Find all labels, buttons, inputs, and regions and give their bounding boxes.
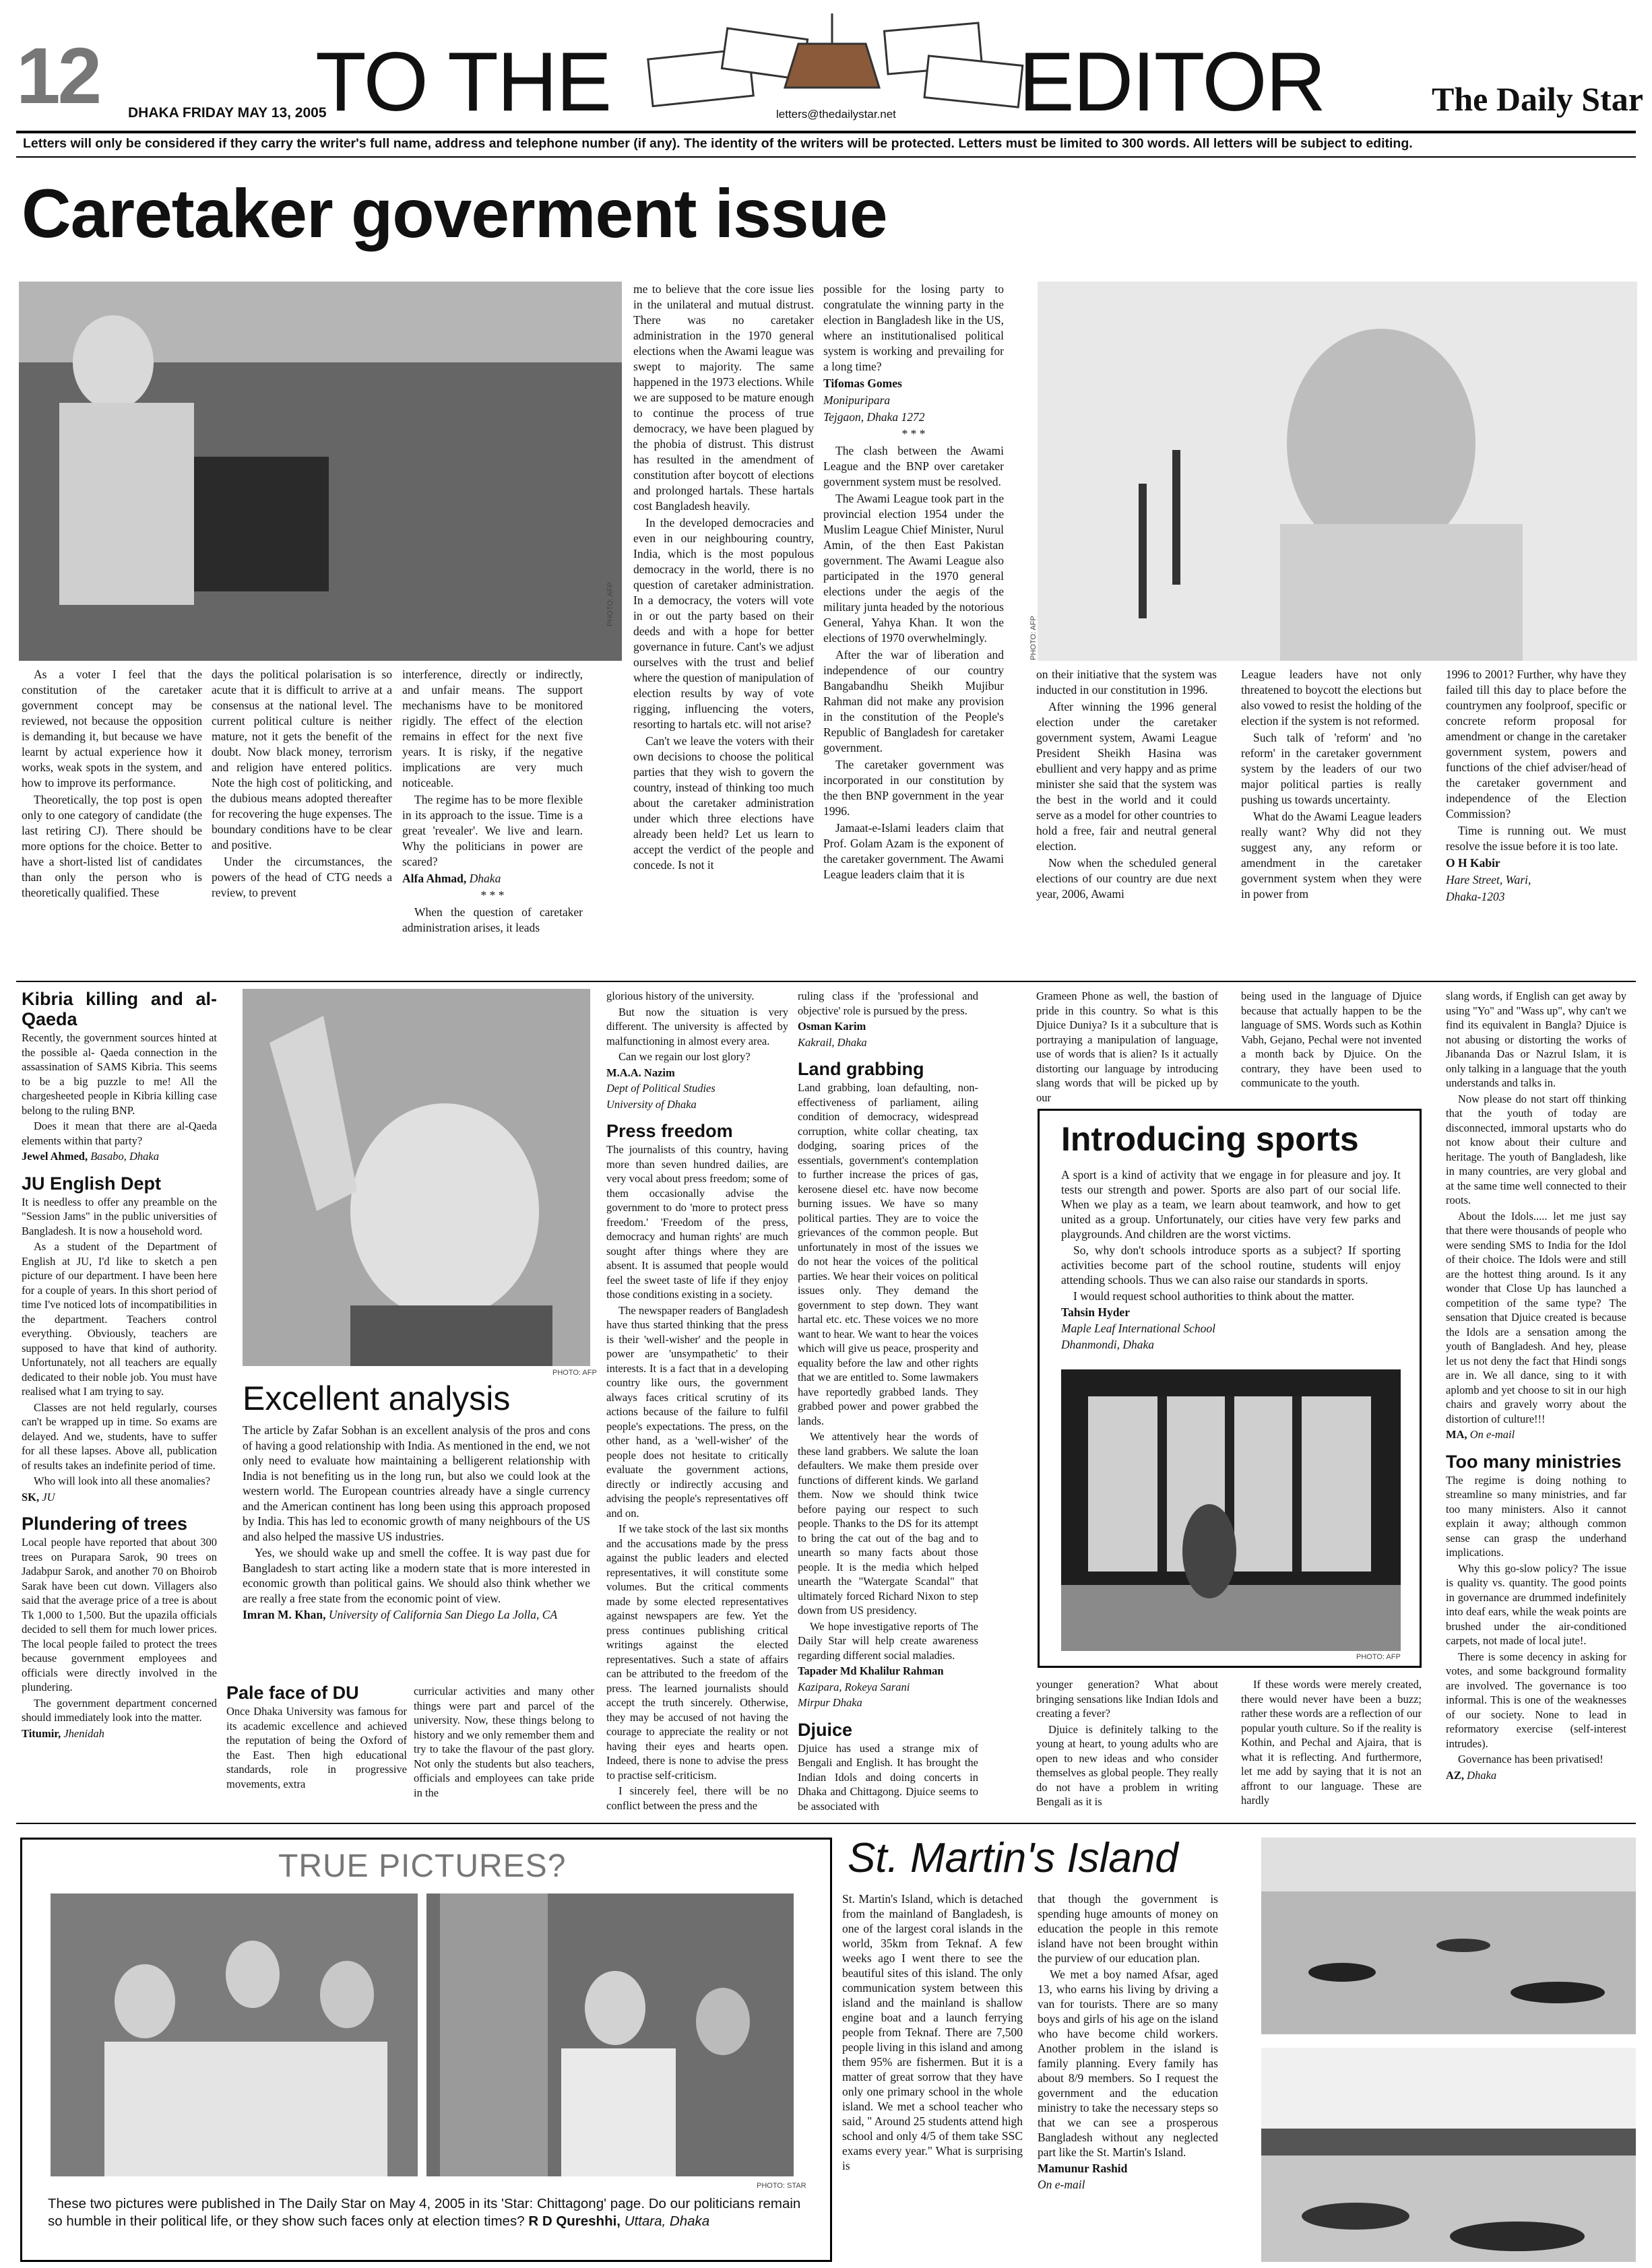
address: Kakrail, Dhaka bbox=[798, 1035, 867, 1049]
address: Uttara, Dhaka bbox=[624, 2213, 710, 2229]
address: Maple Leaf International School bbox=[1061, 1322, 1215, 1335]
trees-headline: Plundering of trees bbox=[22, 1514, 188, 1534]
press-text-4: I sincerely feel, there will be no conflict between the press and the bbox=[606, 1784, 788, 1812]
djuice-text-7: younger generation? What about bringing sensations like Indian Idols and creating a fever? bbox=[1036, 1678, 1218, 1720]
stmartin-col-1 bbox=[842, 1891, 1023, 2262]
address: Dhaka bbox=[1467, 1768, 1497, 1782]
land-col bbox=[798, 989, 978, 1817]
speaker-photo-credit: PHOTO: AFP bbox=[1029, 616, 1038, 660]
caretaker-c7c: What do the Awami League leaders really want? Why did not they suggest any, any reform or amendment in the caretaker government system when they were in power from bbox=[1241, 810, 1422, 901]
press-headline: Press freedom bbox=[606, 1121, 733, 1141]
sports-text: A sport is a kind of activity that we engage in for pleasure and joy. It tests our strength and power. Sports are also part of our social life. When we play as a team, we learn about teamwork, and how to get united as a group. Unfortunately, our cities have very few parks and playgrounds. And children are the worst victims. bbox=[1061, 1168, 1401, 1241]
ministries-text-4: Governance has been privatised! bbox=[1458, 1753, 1603, 1765]
ju-text: It is needless to offer any preamble on the "Session Jams" in the public universities of Bangladesh. It is now a household word. bbox=[22, 1195, 217, 1237]
caretaker-col-7 bbox=[1241, 667, 1422, 973]
press-text-3: If we take stock of the last six months and the accusations made by the press against the public leaders and elected representatives, it will constitute some volumes. But the critical comments made by some elected representatives against newspapers are few. Yet the press continues publishing critical writings against the elected representatives. Such a state of affairs can be attributed to the freedom of the press. The learned journalists should accept the truth sincerely. Otherwise, they may be accused of not having the courage to appreciate the reality or not having their eyes and hearts open. Indeed, there is none to advise the press to practise self-criticism. bbox=[606, 1522, 788, 1782]
caretaker-col-5 bbox=[823, 282, 1004, 973]
du-text-2: curricular activities and many other things were part and parcel of the university. Now, these things belong to history and we only remember them and try to take the flavour of the past glory. Not only the students but also teachers, officials and employees can take pride in the bbox=[414, 1685, 594, 1799]
sports-box bbox=[1038, 1109, 1422, 1668]
djuice-col-3 bbox=[1241, 989, 1422, 1103]
child-window-photo-art bbox=[1061, 1369, 1401, 1651]
stmartin-text-2: that though the government is spending huge amounts of money on education the people in this remote island have not been brought within the purview of our education plan. bbox=[1038, 1892, 1218, 1965]
excellent-headline: Excellent analysis bbox=[243, 1380, 511, 1417]
caretaker-c3: interference, directly or indirectly, and unfair means. The support mechanisms have to be monitored rigidly. The effect of the election remains in effect for the next five years. It is risky, if the negative implications are very much noticeable. bbox=[402, 668, 583, 789]
du-text-3: glorious history of the university. bbox=[606, 990, 755, 1002]
caretaker-c5e: The caretaker government was incorporated in our constitution by the then BNP government in the year 1996. bbox=[823, 758, 1004, 818]
ministries-text: The regime is doing nothing to streamline so many ministries, and far too many ministers. Also it cannot explain it away; although common sense can grasp the underhand implications. bbox=[1446, 1473, 1626, 1559]
caretaker-c4b: In the developed democracies and even in our neighbouring country, India, which is the most populous democracy in the world, there is no question of caretaker administration. In a democracy, the voters will vote in or out the party based on their deeds and with a hope for better governance in future. Cant's we adjust ourselves with the trust and belief where the question of manipulation of election results by way of vote rigging, influencing the voters, resorting to hartals etc. will not arise? bbox=[633, 516, 814, 731]
du-text-4: But now the situation is very different. The university is affected by malfunctioning in almost every area. bbox=[606, 1005, 788, 1047]
signature: Titumir, bbox=[22, 1726, 61, 1740]
signature: SK, bbox=[22, 1490, 40, 1503]
section-divider bbox=[16, 981, 1636, 982]
signature: Osman Karim bbox=[798, 1020, 866, 1033]
island-photo-1 bbox=[1261, 1838, 1636, 2034]
caretaker-c5: possible for the losing party to congratulate the winning party in the election in Bangladesh like in the US, where an institutionalised political system is working and prevailing for a long time? bbox=[823, 282, 1004, 373]
waving-photo bbox=[243, 989, 590, 1366]
excellent-text-2: Yes, we should wake up and smell the coffee. It is way past due for Bangladesh to start acting like a modern state that is more interested in economic growth than political gains. We should also think whether we are really a free state from the economic point of view. bbox=[243, 1546, 590, 1605]
politicians-photo-1-art bbox=[51, 1893, 418, 2176]
rally-photo-art bbox=[19, 282, 622, 661]
speaker-photo-art bbox=[1038, 282, 1637, 661]
du-col-2 bbox=[414, 1684, 594, 1819]
caretaker-c5f: Jamaat-e-Islami leaders claim that Prof. Golam Azam is the exponent of the caretaker government. The Awami League leaders claim that it is bbox=[823, 821, 1004, 881]
envelopes-graphic bbox=[643, 7, 1034, 115]
address: University of Dhaka bbox=[606, 1097, 697, 1111]
djuice-text-3: being used in the language of Djuice because that actually happen to be the language of SMS. Words such as Kothin Vabh, Gejano, Pechal were not invented a month back by Djuice. On the contrary, they have been used to communicate to the youth. bbox=[1241, 990, 1422, 1089]
stmartin-text: St. Martin's Island, which is detached from the mainland of Bangladesh, is one of the largest coral islands in the world, 35km from Teknaf. A few weeks ago I went there to see the beautiful sites of this island. The only communication system between this island and the mainland is shallow engine boat and a launch ferrying people from Teknaf. There are 7,500 people living in this island and among them 95% are fishermen. But it is a matter of great sorrow that they have only one primary school in the whole island. We met a school teacher who said, " Around 25 students attend high school and only 4/5 of them take SSC exams every year." What is surprising is bbox=[842, 1892, 1023, 2172]
caretaker-c6c: Now when the scheduled general elections of our country are due next year, 2006, Awami bbox=[1036, 856, 1217, 901]
caretaker-col-4 bbox=[633, 282, 814, 973]
caretaker-c5c: The Awami League took part in the provincial election 1954 under the Muslim League Chief Minister, Nurul Amin, of the then East Pakistan government. The Awami League also participated in the 1970 general elections under the aegis of the military junta headed by the notorious General, Yahya Khan. It won the elections of 1970 overwhelmingly. bbox=[823, 492, 1004, 645]
address: University of California San Diego La Jolla, CA bbox=[328, 1608, 558, 1621]
ju-headline: JU English Dept bbox=[22, 1173, 162, 1194]
page-number: 12 bbox=[16, 32, 100, 121]
ministries-headline: Too many ministries bbox=[1446, 1451, 1622, 1472]
kibria-text-2: Does it mean that there are al-Qaeda elements within that party? bbox=[22, 1120, 217, 1147]
land-headline: Land grabbing bbox=[798, 1059, 924, 1079]
trees-text: Local people have reported that about 300 trees on Purapara Sarok, 90 trees on Jadabpur Sarok, and another 70 on Bhoirob Sarak have been cut down. Villagers also said that the average price of a tree is about Tk 1,000 to 1,500. But the upazila officials decided to sell them for much lower prices. The local people failed to protect the trees because government employees and officials were directly involved in the plundering. bbox=[22, 1536, 217, 1693]
signature: Tifomas Gomes bbox=[823, 377, 902, 390]
island-photo-2-art bbox=[1261, 2048, 1636, 2262]
speaker-photo bbox=[1038, 282, 1637, 661]
press-col bbox=[606, 989, 788, 1817]
caretaker-c3b: The regime has to be more flexible in its approach to the issue. Time is a great 'revealer'. We live and learn. Why the politicians in power are scared? bbox=[402, 793, 583, 868]
excellent-body bbox=[243, 1423, 590, 1652]
caretaker-c5d: After the war of liberation and independence of our country Bangabandhu Sheikh Mujibur Rahman did not make any provision in the constitution of the People's Republic of Bangladesh for caretaker government. bbox=[823, 648, 1004, 754]
waving-photo-art bbox=[243, 989, 590, 1366]
djuice-text-2: Grameen Phone as well, the bastion of pride in this country. So what is this Djuice Duniya? Is it a subculture that is portraying a manipulation of language, use of words that is alien? Is it actually distorting our language by introducing slang words that will be picked up by our bbox=[1036, 990, 1218, 1103]
politicians-photo-2-art bbox=[426, 1893, 794, 2176]
signature: Alfa Ahmad, bbox=[402, 872, 467, 885]
caretaker-c2: days the political polarisation is so acute that it is difficult to arrive at a consensus at the national level. The current political culture is neither mature, not it gets the benefit of the doubt. Now black money, terrorism and religion have entered politics. Note the high cost of politicking, and the dubious means adopted thereafter for recovering the huge expenses. The boundary conditions have to be clear and positive. bbox=[212, 668, 392, 851]
notice-rule bbox=[16, 156, 1636, 158]
caretaker-c2b: Under the circumstances, the powers of the head of CTG needs a review, to prevent bbox=[212, 855, 392, 899]
land-text: Land grabbing, loan defaulting, non-effectiveness of parliament, ailing condition of democracy, widespread corruption, white collar cheating, tax dodging, soaring prices of the essentials, government's contemplation to further increase the prices of gas, kerosene diesel etc. have now become burning issues. We have so many political parties. They are to voice the grievances of the common people. But unfortunately in most of the issues we do not hear the voices of the political parties. We hear their voices on political issues only. They demand the government to step down. They want hartal etc. etc. These voices we no more want to hear. We want to hear the voices which will give us peace, prosperity and equality before the law and other rights that we are entitled to. Some lawmakers have reportedly grabbed lands. They grabbed power and power grabbed the lands. bbox=[798, 1081, 978, 1427]
djuice-col-5 bbox=[1036, 1677, 1218, 1819]
address: Dhaka-1203 bbox=[1446, 890, 1505, 903]
caretaker-c8: 1996 to 2001? Further, why have they failed till this day to place before the countrymen any foolproof, specific or concrete reform proposal for amendment or change in the caretaker government system, powers and functions of the chief adviser/head of the caretaker government and independence of the Election Commission? bbox=[1446, 668, 1626, 820]
signature: R D Qureshhi, bbox=[528, 2213, 621, 2229]
stmartin-headline: St. Martin's Island bbox=[848, 1835, 1178, 1881]
caretaker-c6: on their initiative that the system was inducted in our constitution in 1996. bbox=[1036, 668, 1217, 696]
djuice-col-6 bbox=[1241, 1677, 1422, 1819]
djuice-col-2 bbox=[1036, 989, 1218, 1103]
address: Tejgaon, Dhaka 1272 bbox=[823, 410, 925, 424]
du-col-1 bbox=[226, 1683, 407, 1817]
sports-text-3: I would request school authorities to think about the matter. bbox=[1073, 1289, 1355, 1303]
caretaker-c1: As a voter I feel that the constitution of the caretaker government concept may be reviewed, not because the opposition is demanding it, but because we have learnt by actual experience how it works, weak spots in the system, and how to improve its performance. bbox=[22, 668, 202, 789]
excellent-text: The article by Zafar Sobhan is an excellent analysis of the pros and cons of having a good relationship with India. As mentioned in the end, we not only need to evaluate how maintaining a belligerent relationship with India is not benefiting us in the long run, but also we could look at the western world. The European countries already have a single currency and the American continent has long been using this approach proposed by India. This has led to economic growth of many neighbours of the US and also helped the massive US industries. bbox=[243, 1423, 590, 1543]
ju-text-2: As a student of the Department of English at JU, I'd like to sketch a pen picture of our department. I have been here for a couple of years. In this short period of time I've noticed lots of incompatibilities in the department. Teachers control everything. Obviously, teachers are supposed to have that kind of authority. Unfortunately, not all teachers are equally dedicated to their noble job. You must have realised what I am trying to say. bbox=[22, 1240, 217, 1398]
address: JU bbox=[42, 1490, 55, 1503]
caretaker-c1b: Theoretically, the top post is open only to one category of candidate (the last retiring CJ). There should be more options for the choice. Better to have a short-listed list of candidates than only the person who is theoretically qualified. These bbox=[22, 793, 202, 899]
separator: * * * bbox=[901, 427, 926, 441]
politicians-photo-2 bbox=[426, 1893, 794, 2176]
address: On e-mail bbox=[1469, 1428, 1515, 1441]
signature: Imran M. Khan, bbox=[243, 1608, 326, 1621]
signature: M.A.A. Nazim bbox=[606, 1066, 675, 1079]
press-text-5: ruling class if the 'professional and objective' role is pursued by the press. bbox=[798, 990, 978, 1017]
stmartin-col-2 bbox=[1038, 1891, 1218, 2262]
true-pictures-headline: TRUE PICTURES? bbox=[278, 1848, 567, 1884]
notice-text: Letters will only be considered if they carry the writer's full name, address and telephone number (if any). The identity of the writers will be protected. Letters must be limited to 300 words. All letters will be subject to editing. bbox=[23, 136, 1413, 151]
caretaker-c3c: When the question of caretaker administration arises, it leads bbox=[402, 905, 583, 934]
island-photo-2 bbox=[1261, 2048, 1636, 2262]
child-window-photo bbox=[1061, 1369, 1401, 1651]
politicians-photo-1 bbox=[51, 1893, 418, 2176]
signature: Jewel Ahmed, bbox=[22, 1150, 88, 1163]
signature: Tapader Md Khalilur Rahman bbox=[798, 1664, 944, 1677]
sports-text-2: So, why don't schools introduce sports as a subject? If sporting activities become part of the school routine, students will enjoy attending schools. Thus we can also raise our standards in sports. bbox=[1061, 1243, 1401, 1287]
address: Monipuripara bbox=[823, 393, 891, 407]
address: Dhanmondi, Dhaka bbox=[1061, 1338, 1155, 1351]
address: Kazipara, Rokeya Sarani bbox=[798, 1680, 910, 1693]
signature: MA, bbox=[1446, 1428, 1467, 1441]
dateline: DHAKA FRIDAY MAY 13, 2005 bbox=[128, 105, 327, 121]
caretaker-c5b: The clash between the Awami League and the BNP over caretaker government system must be resolved. bbox=[823, 444, 1004, 488]
press-text: The journalists of this country, having more than seven hundred dailies, are very vocal about press freedom; some of them occasionally advise the government to do 'more to protect press freedom.' 'Freedom of the press, democracy and human rights' are much sought after things where they are absent. It is assumed that people would feel the sweet taste of life if they enjoy those conditions existing in a society. bbox=[606, 1143, 788, 1301]
press-text-2: The newspaper readers of Bangladesh have thus started thinking that the press is their 'well-wisher' and the people in power are 'unsympathetic' to their interests. It is a fact that in a developing country like ours, the government always faces critical scrutiny of its actions because of the failure to fulfil people's expectations. The press, on the other hand, as a 'well-wisher' of the people does not hesitate to critically evaluate the government actions, directly or indirectly accusing and advising the people's representatives off and on. bbox=[606, 1303, 788, 1520]
land-text-2: We attentively hear the words of these land grabbers. We salute the loan defaulters. We make them preside over functions of different kinds. We garland them. Now we should think twice before paying our respect to such people. Thanks to the DS for its attempt to bring the cat out of the bag and to unearth so many facts about those people. It is the media which helped unearth the "Watergate Scandal" that ultimately forced Richard Nixon to step down from US presidency. bbox=[798, 1430, 978, 1617]
caption-text: These two pictures were published in The Daily Star on May 4, 2005 in its 'Star: Chittagong' page. Do our politicians remain so humble in their political life, or they show such faces only at election times? bbox=[48, 2196, 801, 2229]
caretaker-c4: me to believe that the core issue lies in the unilateral and mutual distrust. There was no caretaker administration in the 1970 general elections when the Awami league was swept to majority. The same happened in the 1973 elections. While we are supposed to be mature enough to continue the process of true democracy, we have been plagued by the phobia of distrust. This distrust has resulted in the amendment of constitution after boycott of elections and prolonged hartals. These hartals cost Bangladesh heavily. bbox=[633, 282, 814, 513]
caretaker-c6b: After winning the 1996 general election under the caretaker government system, Awami League President Sheikh Hasina was ebullient and very happy and as prime minister she said that the system was the best in the world and it could serve as a model for other countries to hold a free, fair and neutral general election. bbox=[1036, 700, 1217, 853]
rally-photo bbox=[19, 282, 622, 661]
section-title-left: TO THE bbox=[315, 36, 611, 129]
kibria-text: Recently, the government sources hinted at the possible al- Qaeda connection in the assassination of SAMS Kibria. This seems to be a big puzzle to me! All the chargesheeted people in Kibria killing case belong to the ruling BNP. bbox=[22, 1031, 217, 1117]
true-pictures-box bbox=[20, 1838, 832, 2262]
caretaker-c7b: Such talk of 'reform' and 'no reform' in the caretaker government system by the leaders of our two major political parties is really pushing us towards uncertainty. bbox=[1241, 731, 1422, 806]
stmartin-text-3: We met a boy named Afsar, aged 13, who earns his living by driving a van for tourists. There are so many boys and girls of his age on the island who have become child workers. Another problem in the island is family planning. Every family has about 8/9 members. So I request the government and the education ministry to take the necessary steps so that we can see a prosperous Bangladesh without any neglected part like the St. Martin's Island. bbox=[1038, 1968, 1218, 2159]
caretaker-headline: Caretaker goverment issue bbox=[22, 175, 887, 252]
du-headline: Pale face of DU bbox=[226, 1683, 359, 1703]
address: On e-mail bbox=[1038, 2178, 1085, 2191]
signature: AZ, bbox=[1446, 1768, 1465, 1782]
waving-photo-credit: PHOTO: AFP bbox=[552, 1369, 597, 1377]
djuice-text-8: Djuice is definitely talking to the young at heart, to young adults who are open to new ideas and who consider themselves as global people. They really do not have a problem in writing Bengali as it is bbox=[1036, 1722, 1218, 1808]
caretaker-c8b: Time is running out. We must resolve the issue before it is too late. bbox=[1446, 824, 1626, 853]
caretaker-col-3 bbox=[402, 667, 583, 973]
editor-email: letters@thedailystar.net bbox=[776, 108, 896, 121]
du-text: Once Dhaka University was famous for its academic excellence and achieved the reputation of being the Oxford of the East. Then high educational standards, role in progressive movements, extra bbox=[226, 1705, 407, 1790]
address: Hare Street, Wari, bbox=[1446, 873, 1531, 886]
djuice-text-9: If these words were merely created, there would never have been a buzz; rather these words are a reflection of our popular youth culture. So if the reality is Kothin, and Pechal and Ajaira, that is what it is reflecting. And furthermore, let me add by saying that it is not an affront to our language. These are hardly bbox=[1241, 1678, 1422, 1807]
land-text-3: We hope investigative reports of The Daily Star will help create awareness regarding different social maladies. bbox=[798, 1619, 978, 1662]
true-pictures-caption bbox=[48, 2195, 809, 2230]
caretaker-c7: League leaders have not only threatened to boycott the elections but also vowed to resist the holding of the election if the system is not reformed. bbox=[1241, 668, 1422, 727]
ministries-text-3: There is some decency in asking for votes, and some background formality are involved. The governance is too informal. This is one of the weaknesses of our society. None to lead in reformatory exercise (self-interest intrudes). bbox=[1446, 1650, 1626, 1750]
masthead-rule bbox=[16, 131, 1636, 133]
caretaker-c4c: Can't we leave the voters with their own decisions to choose the political parties that they wish to govern the country, instead of thinking too much about the caretaker administration under which three elections have already been held? Let us learn to accept the verdict of the people and concede. Is not it bbox=[633, 734, 814, 872]
signature: Mamunur Rashid bbox=[1038, 2162, 1128, 2175]
politicians-photo-credit: PHOTO: STAR bbox=[757, 2182, 806, 2190]
section-title-right: EDITOR bbox=[1019, 36, 1325, 129]
du-text-5: Can we regain our lost glory? bbox=[618, 1050, 751, 1063]
trees-text-2: The government department concerned should immediately look into the matter. bbox=[22, 1696, 217, 1724]
sports-body bbox=[1061, 1167, 1401, 1363]
paper-logo: The Daily Star bbox=[1432, 80, 1643, 118]
caretaker-col-2 bbox=[212, 667, 392, 973]
island-photo-1-art bbox=[1261, 1838, 1636, 2034]
caretaker-col-1 bbox=[22, 667, 202, 973]
signature: Tahsin Hyder bbox=[1061, 1305, 1130, 1319]
separator: * * * bbox=[480, 888, 505, 902]
address: Basabo, Dhaka bbox=[90, 1150, 159, 1163]
left-letters-col bbox=[22, 989, 217, 1817]
ministries-text-2: Why this go-slow policy? The issue is quality vs. quantity. The good points in governance are drummed indefinitely into deaf ears, while the weak points are brushed under the air-conditioned carpets, not made of local jute!. bbox=[1446, 1561, 1626, 1647]
rally-photo-credit: PHOTO: AFP bbox=[606, 582, 614, 626]
djuice-text-6: About the Idols..... let me just say that there were thousands of people who were sending SMS to India for the Idol of their choice. The Idols were and still are the hottest thing around. Is it any wonder that Close Up has launched a competition of the same type? The sensation that Djuice created is because the Idols are a sensation among the youth of Bangladesh. And hey, please let us not deny the fact that Hindi songs are in. We all dance, sing to it with aplomb and yet choose to sit in our high chairs and gravely worry about the distortion of culture!!! bbox=[1446, 1209, 1626, 1425]
djuice-headline: Djuice bbox=[798, 1719, 853, 1740]
djuice-text-4: slang words, if English can get away by using "Yo" and "Wass up", why can't we find its equivalent in Bangla? Djuice is not abusing or distorting the works of Jibananda Das or Nazrul Islam, it is only talking in a language that the youth understands and talks in. bbox=[1446, 990, 1626, 1089]
address: Dept of Political Studies bbox=[606, 1082, 716, 1095]
djuice-text: Djuice has used a strange mix of Bengali and English. It has brought the Indian Idols and doing concerts in Dhaka and Chittagong. Djuice seems to be associated with bbox=[798, 1741, 978, 1813]
caretaker-col-8 bbox=[1446, 667, 1626, 973]
djuice-col-4 bbox=[1446, 989, 1626, 1817]
ju-text-4: Who will look into all these anomalies? bbox=[34, 1475, 211, 1487]
child-photo-credit: PHOTO: AFP bbox=[1356, 1653, 1401, 1661]
djuice-text-5: Now please do not start off thinking that the youth of today are disconnected, immoral upstarts who do not know about their culture and heritage. The youth of Bangladesh, like in many countries, are very global and at the same time well connected to their roots. bbox=[1446, 1092, 1626, 1206]
kibria-headline: Kibria killing and al-Qaeda bbox=[22, 989, 217, 1029]
caretaker-col-6 bbox=[1036, 667, 1217, 973]
sports-headline: Introducing sports bbox=[1061, 1120, 1359, 1158]
signature: O H Kabir bbox=[1446, 856, 1500, 870]
address: Mirpur Dhaka bbox=[798, 1696, 862, 1709]
ju-text-3: Classes are not held regularly, courses can't be wrapped up in time. So exams are delayed. And we, students, have to suffer for all these lapses. Above all, publication of results takes an indefinite period of time. bbox=[22, 1400, 217, 1472]
address: Dhaka bbox=[469, 872, 501, 885]
address: Jhenidah bbox=[63, 1726, 104, 1740]
section-divider-2 bbox=[16, 1823, 1636, 1824]
